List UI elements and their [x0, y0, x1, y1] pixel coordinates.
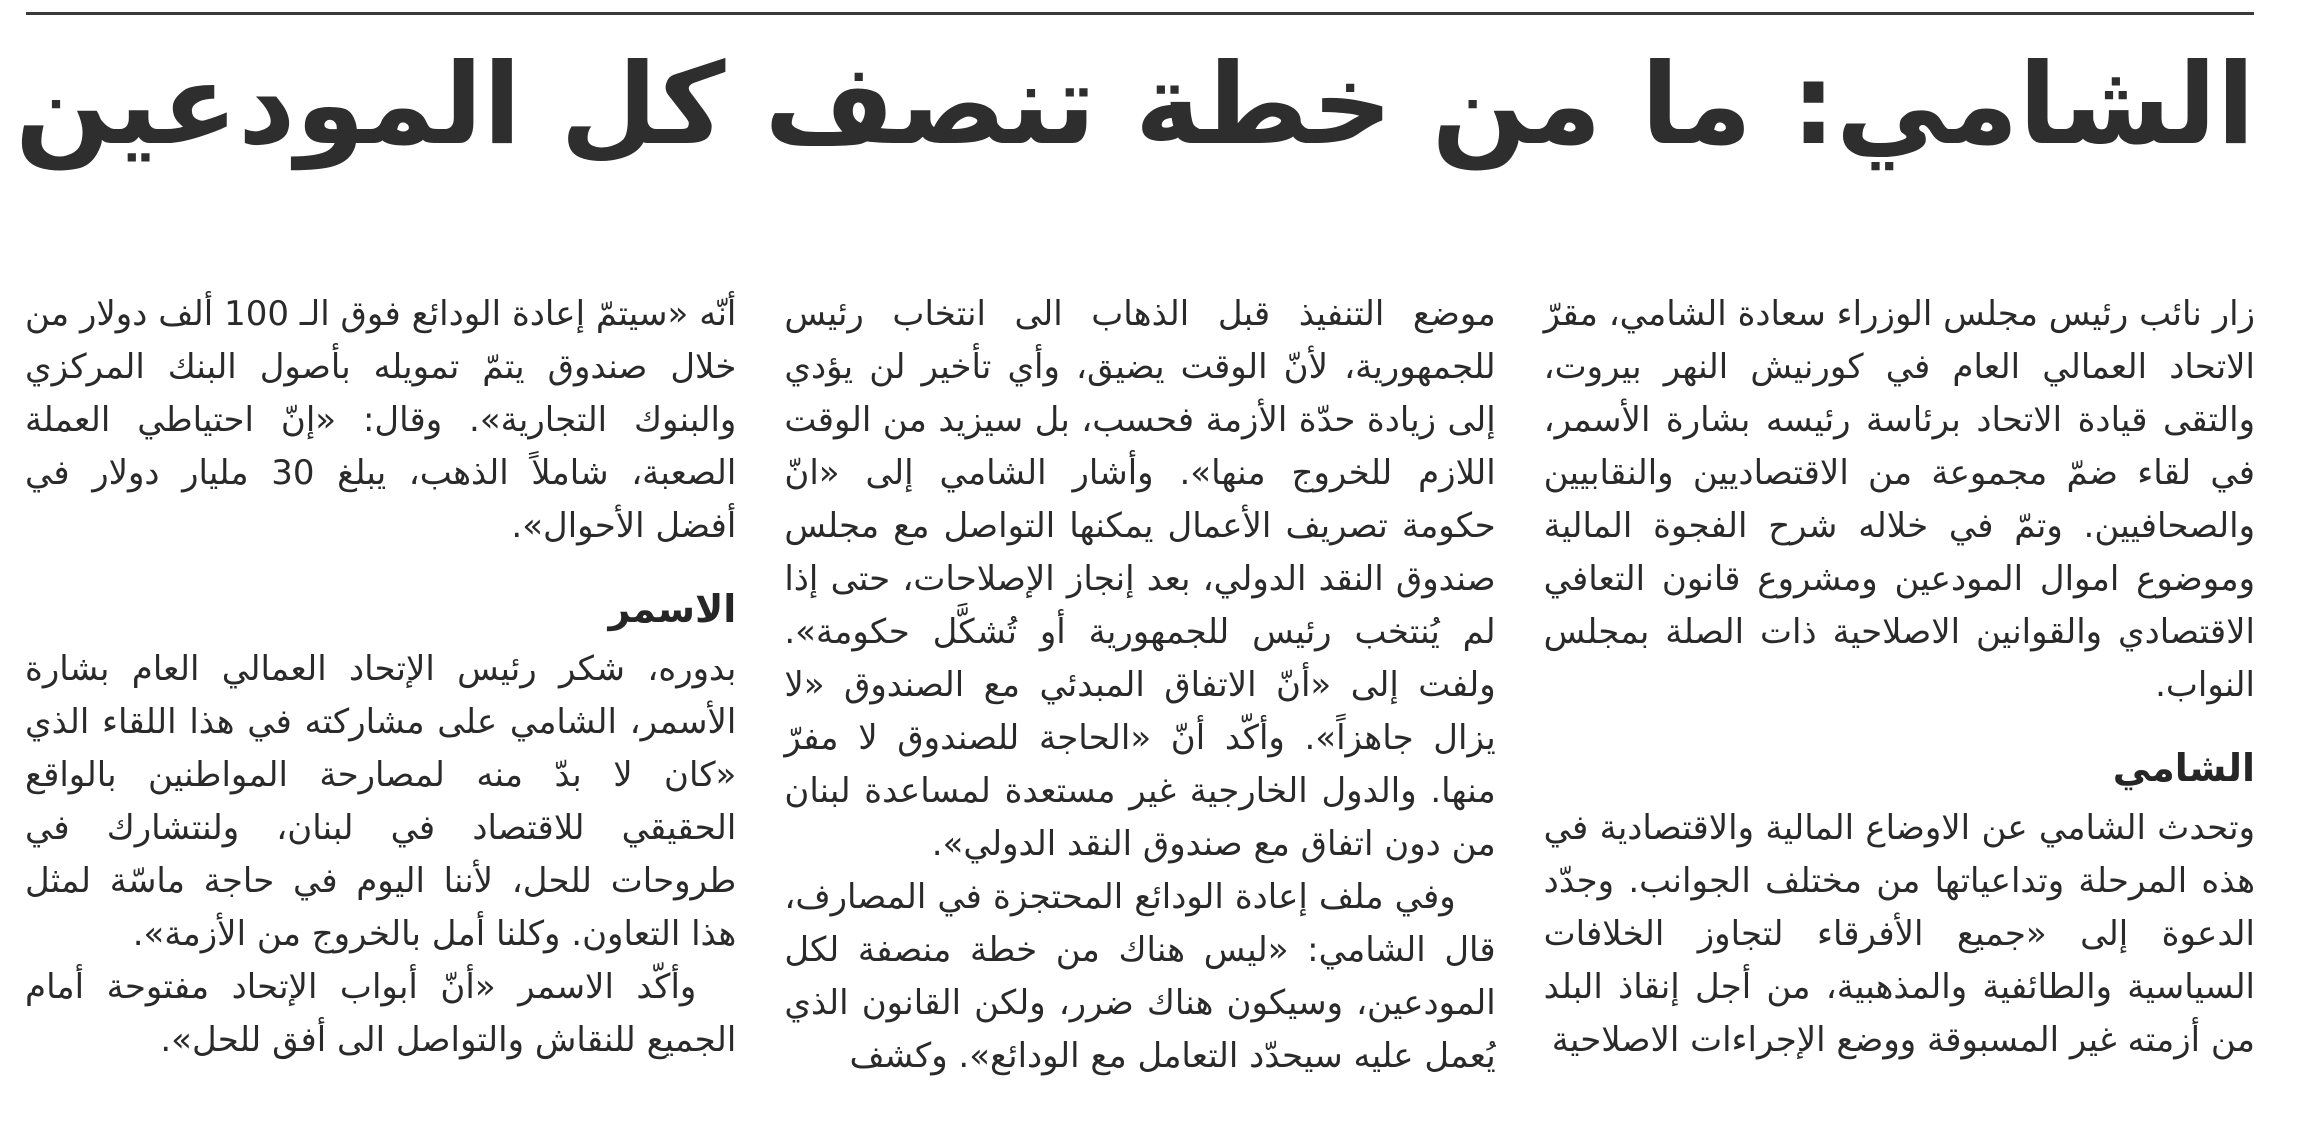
paragraph: زار نائب رئيس مجلس الوزراء سعادة الشامي، مقرّ الاتحاد العمالي العام في كورنيش النهر بيروت، والتقى قيادة الاتحاد برئاسة رئيسه بشارة الأسمر، في لقاء ضمّ مجموعة من الاقتصاديين والنقابيين والصحافيين. وتمّ في خلاله شرح الفجوة المالية وموضوع اموال المودعين ومشروع قانون التعافي الاقتصادي والقوانين الاصلاحية ذات الصلة بمجلس النواب.	[1543, 294, 2255, 705]
paragraph: بدوره، شكر رئيس الإتحاد العمالي العام بشارة الأسمر، الشامي على مشاركته في هذا اللقاء الذي «كان لا بدّ منه لمصارحة المواطنين بالواقع الحقيقي للاقتصاد في لبنان، ولنتشارك في طروحات للحل، لأننا اليوم في حاجة ماسّة لمثل هذا التعاون. وكلنا أمل بالخروج من الأزمة».	[25, 649, 737, 954]
paragraph: وتحدث الشامي عن الاوضاع المالية والاقتصادية في هذه المرحلة وتداعياتها من مختلف الجوانب. وجدّد الدعوة إلى «جميع الأفرقاء لتجاوز الخلافات السياسية والطائفية والمذهبية، من أجل إنقاذ البلد من أزمته غير المسبوقة ووضع الإجراءات الاصلاحية	[1543, 808, 2255, 1060]
top-rule	[26, 12, 2254, 15]
paragraph: وأكّد الاسمر «أنّ أبواب الإتحاد مفتوحة أمام الجميع للنقاش والتواصل الى أفق للحل».	[25, 967, 737, 1060]
paragraph: وفي ملف إعادة الودائع المحتجزة في المصارف، قال الشامي: «ليس هناك من خطة منصفة لكل المودعين، وسيكون هناك ضرر، ولكن القانون الذي يُعمل عليه سيحدّد التعامل مع الودائع». وكشف	[784, 877, 1496, 1076]
subheading-shami: الشامي	[2112, 746, 2255, 790]
headline: الشامي: ما من خطة تنصف كل المودعين	[15, 40, 2255, 170]
column-3	[25, 288, 736, 1088]
paragraph: أنّه «سيتمّ إعادة الودائع فوق الـ 100 ألف دولار من خلال صندوق يتمّ تمويله بأصول البنك المركزي والبنوك التجارية». وقال: «إنّ احتياطي العملة الصعبة، شاملاً الذهب، يبلغ 30 مليار دولار في أفضل الأحوال».	[25, 294, 737, 546]
article-body	[25, 288, 2255, 1088]
paragraph: موضع التنفيذ قبل الذهاب الى انتخاب رئيس للجمهورية، لأنّ الوقت يضيق، وأي تأخير لن يؤدي إلى زيادة حدّة الأزمة فحسب، بل سيزيد من الوقت اللازم للخروج منها». وأشار الشامي إلى «انّ حكومة تصريف الأعمال يمكنها التواصل مع مجلس صندوق النقد الدولي، بعد إنجاز الإصلاحات، حتى إذا لم يُنتخب رئيس للجمهورية أو تُشكَّل حكومة». ولفت إلى «أنّ الاتفاق المبدئي مع الصندوق «لا يزال جاهزاً». وأكّد أنّ «الحاجة للصندوق لا مفرّ منها. والدول الخارجية غير مستعدة لمساعدة لبنان من دون اتفاق مع صندوق النقد الدولي».	[784, 294, 1496, 864]
column-1	[1544, 288, 2255, 1088]
column-2	[784, 288, 1495, 1088]
subheading-asmar: الاسمر	[608, 587, 737, 631]
